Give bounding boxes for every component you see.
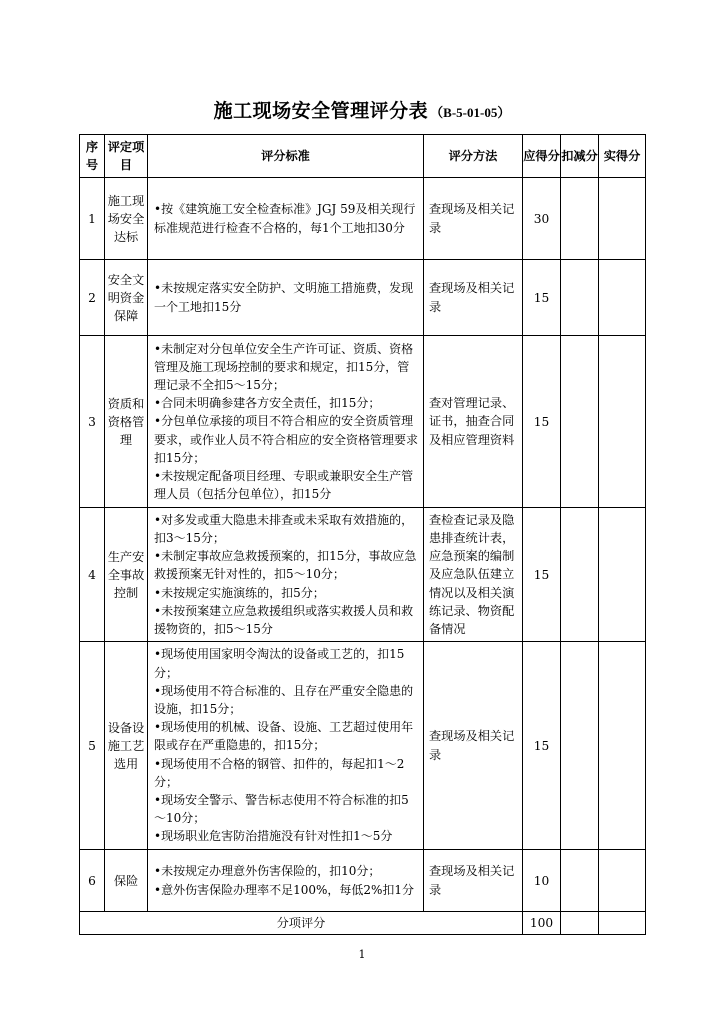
criteria-line: •分包单位承接的项目不符合相应的安全资质管理要求，或作业人员不符合相应的安全资格管理要求扣15分；: [154, 414, 419, 465]
row-item: 施工现场安全达标: [105, 178, 148, 260]
row-score: 10: [523, 850, 561, 912]
total-deduct: [561, 912, 599, 935]
row-deduct: [561, 850, 599, 912]
criteria-line: •未按规定落实安全防护、文明施工措施费，发现一个工地扣15分: [154, 281, 414, 314]
row-item: 设备设施工艺选用: [105, 642, 148, 850]
row-deduct: [561, 642, 599, 850]
criteria-line: •合同未明确参建各方安全责任，扣15分；: [154, 396, 381, 411]
table-row: [80, 850, 646, 912]
row-item: 安全文明资金保障: [105, 260, 148, 336]
row-method: 查现场及相关记录: [424, 178, 523, 260]
header-actual: 实得分: [599, 135, 646, 178]
row-item: 保险: [105, 850, 148, 912]
row-criteria: [148, 336, 424, 508]
header-item: 评定项目: [105, 135, 148, 178]
criteria-line: •意外伤害保险办理率不足100%，每低2%扣1分: [154, 882, 415, 897]
row-deduct: [561, 336, 599, 508]
row-criteria: [148, 850, 424, 912]
row-number: 6: [80, 850, 105, 912]
row-score: 15: [523, 642, 561, 850]
criteria-line: •现场使用的机械、设备、设施、工艺超过使用年限或存在严重隐患的，扣15分；: [154, 720, 414, 753]
table-row: [80, 260, 646, 336]
criteria-line: •未按规定实施演练的，扣5分；: [154, 585, 325, 600]
document-title: [0, 96, 724, 123]
row-number: 4: [80, 508, 105, 642]
row-item: 生产安全事故控制: [105, 508, 148, 642]
row-method: 查检查记录及隐患排查统计表，应急预案的编制及应急队伍建立情况以及相关演练记录、物资配备情况: [424, 508, 523, 642]
page-number: 1: [358, 948, 366, 961]
row-method: 查现场及相关记录: [424, 642, 523, 850]
title-main: 施工现场安全管理评分表: [213, 100, 429, 122]
row-actual: [599, 336, 646, 508]
criteria-line: •现场职业危害防治措施没有针对性扣1～5分: [154, 829, 393, 844]
row-number: 5: [80, 642, 105, 850]
header-deduct: 扣减分: [561, 135, 599, 178]
table-row: [80, 508, 646, 642]
criteria-line: •现场安全警示、警告标志使用不符合标准的扣5～10分；: [154, 793, 409, 826]
row-criteria: [148, 508, 424, 642]
row-score: 30: [523, 178, 561, 260]
row-deduct: [561, 508, 599, 642]
row-actual: [599, 260, 646, 336]
title-code: （B-5-01-05）: [430, 105, 511, 120]
row-criteria: [148, 260, 424, 336]
table-row: [80, 178, 646, 260]
row-actual: [599, 508, 646, 642]
row-score: 15: [523, 260, 561, 336]
header-criteria: 评分标准: [148, 135, 424, 178]
row-score: 15: [523, 336, 561, 508]
total-actual: [599, 912, 646, 935]
row-deduct: [561, 260, 599, 336]
criteria-line: •现场使用国家明令淘汰的设备或工艺的，扣15分；: [154, 647, 405, 680]
row-method: 查现场及相关记录: [424, 260, 523, 336]
header-score: 应得分: [523, 135, 561, 178]
criteria-line: •未按规定办理意外伤害保险的，扣10分；: [154, 864, 381, 879]
row-deduct: [561, 178, 599, 260]
row-item: 资质和资格管理: [105, 336, 148, 508]
header-row: [80, 135, 646, 178]
criteria-line: •未按规定配备项目经理、专职或兼职安全生产管理人员（包括分包单位），扣15分: [154, 469, 414, 502]
row-actual: [599, 850, 646, 912]
total-label: 分项评分: [80, 912, 523, 935]
criteria-line: •按《建筑施工安全检查标准》JGJ 59及相关现行标准规范进行检查不合格的，每1个工地扣30分: [154, 202, 416, 235]
row-score: 15: [523, 508, 561, 642]
table-row: [80, 336, 646, 508]
criteria-line: •现场使用不合格的钢管、扣件的，每起扣1～2分；: [154, 756, 405, 789]
score-table: [79, 134, 646, 935]
row-method: 查对管理记录、证书，抽查合同及相应管理资料: [424, 336, 523, 508]
criteria-line: •未按预案建立应急救援组织或落实救援人员和救援物资的，扣5～15分: [154, 603, 414, 636]
row-criteria: [148, 178, 424, 260]
criteria-line: •未制定对分包单位安全生产许可证、资质、资格管理及施工现场控制的要求和规定，扣15分，管理记录不全扣5～15分；: [154, 341, 414, 392]
row-actual: [599, 642, 646, 850]
row-number: 2: [80, 260, 105, 336]
total-row: [80, 912, 646, 935]
row-actual: [599, 178, 646, 260]
total-score: 100: [523, 912, 561, 935]
criteria-line: •现场使用不符合标准的、且存在严重安全隐患的设施，扣15分；: [154, 683, 414, 716]
header-no: 序号: [80, 135, 105, 178]
row-method: 查现场及相关记录: [424, 850, 523, 912]
table-row: [80, 642, 646, 850]
criteria-line: •未制定事故应急救援预案的，扣15分，事故应急救援预案无针对性的，扣5～10分；: [154, 549, 417, 582]
row-number: 1: [80, 178, 105, 260]
row-criteria: [148, 642, 424, 850]
header-method: 评分方法: [424, 135, 523, 178]
table-body: [80, 178, 646, 912]
row-number: 3: [80, 336, 105, 508]
criteria-line: •对多发或重大隐患未排查或未采取有效措施的，扣3～15分；: [154, 512, 414, 545]
